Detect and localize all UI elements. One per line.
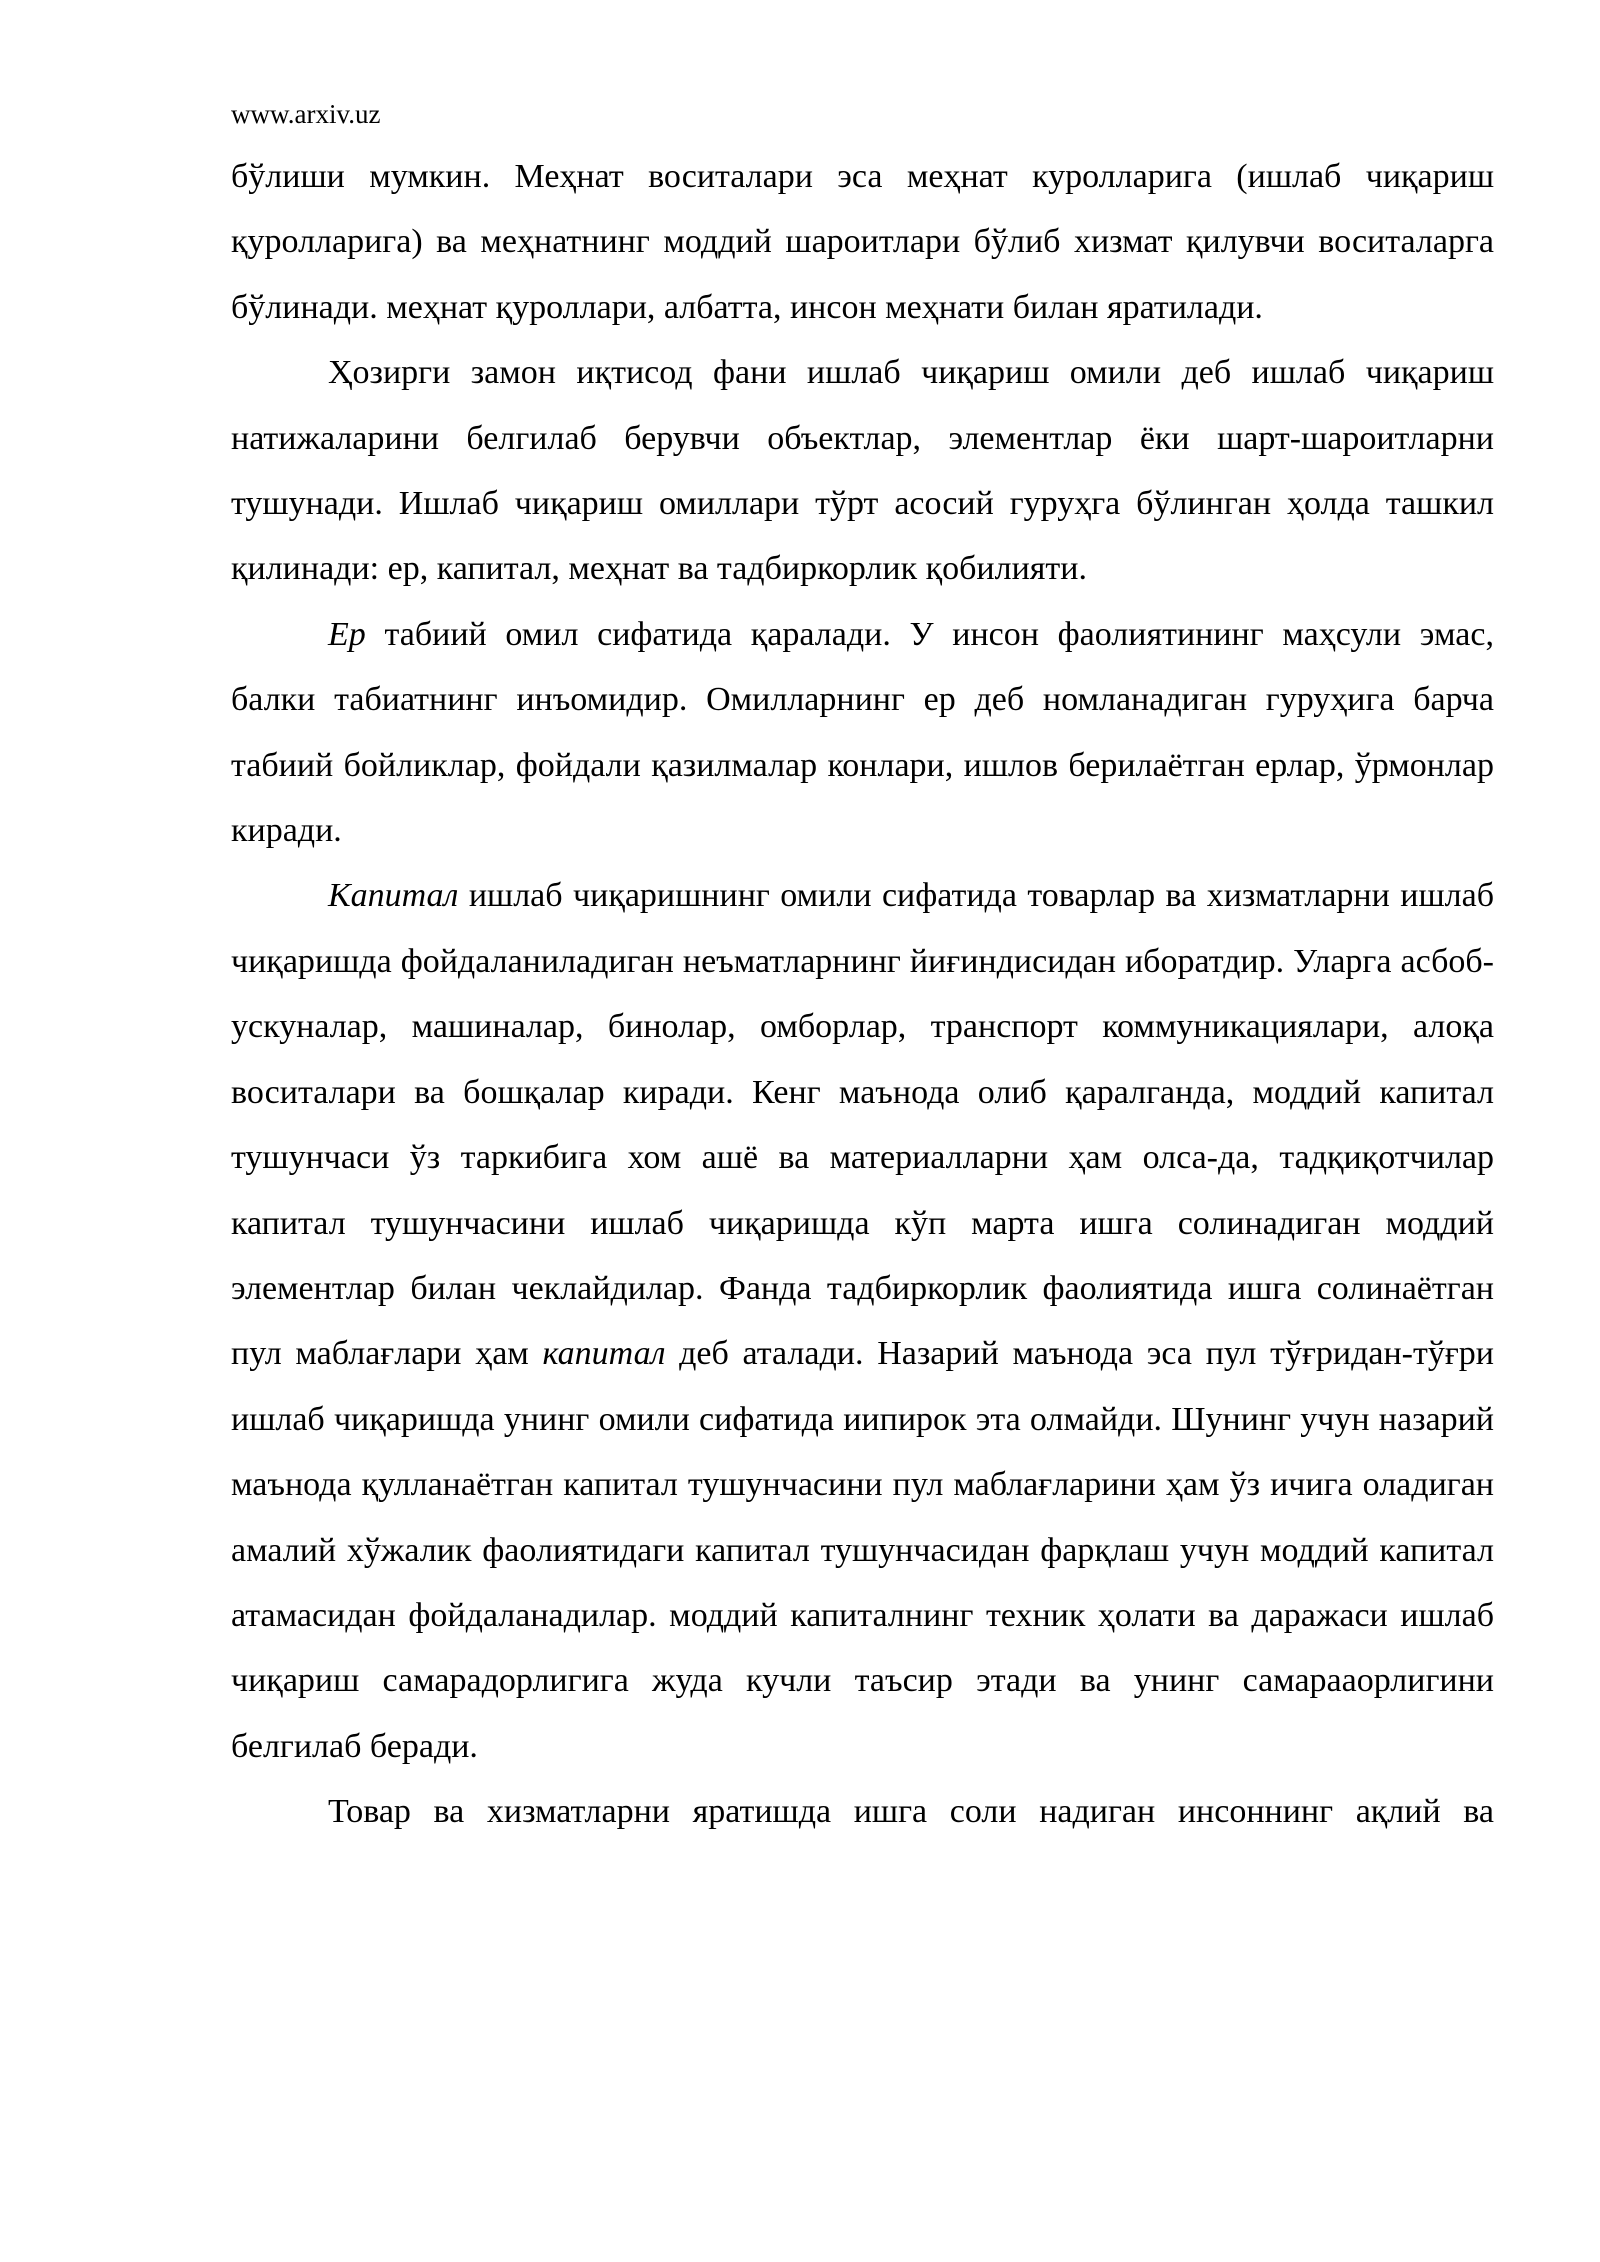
paragraph-capital-text-b: деб аталади. Назарий маънода эса пул тўғридан-тўғри ишлаб чиқаришда унинг омили сифатида иипирок эта олмайди. Шунинг учун назарий маънода қулланаётган капитал тушунчасини пул маблағларини ҳам ўз ичига оладиган амалий хўжалик фаолиятидаги капитал тушунчасидан фарқлаш учун моддий капитал атамасидан фойдаланадилар. моддий капиталнинг техник ҳолати ва даражаси ишлаб чиқариш самарадорлигига жуда кучли таъсир этади ва унинг самарааорлигини белгилаб беради. — [231, 1335, 1494, 1765]
term-capital-inline: капитал — [542, 1335, 666, 1373]
paragraph-factors-of-production: Ҳозирги замон иқтисод фани ишлаб чиқариш омили деб ишлаб чиқариш натижаларини белгилаб берувчи объектлар, элементлар ёки шарт-шароитларни тушунади. Ишлаб чиқариш омиллари тўрт асосий гуруҳга бўлинган ҳолда ташкил қилинади: ер, капитал, меҳнат ва тадбиркорлик қобилияти. — [231, 354, 1494, 588]
term-capital: Капитал — [328, 877, 459, 915]
paragraph-land — [231, 602, 1494, 864]
term-land: Ер — [328, 615, 366, 653]
paragraph-land-text: табиий омил сифатида қаралади. У инсон фаолиятининг маҳсули эмас, балки табиатнинг инъомидир. Омилларнинг ер деб номланадиган гуруҳига барча табиий бойликлар, фойдали қазилмалар конлари, ишлов берилаётган ерлар, ўрмонлар киради. — [231, 615, 1494, 850]
paragraph-capital — [231, 863, 1494, 1779]
paragraph-capital-text-a: ишлаб чиқаришнинг омили сифатида товарлар ва хизматларни ишлаб чиқаришда фойдаланиладиган неъматларнинг йиғиндисидан иборатдир. Уларга асбоб-ускуналар, машиналар, бинолар, омборлар, транспорт коммуникациялари, алоқа воситалари ва бошқалар киради. Кенг маънода олиб қаралганда, моддий капитал тушунчаси ўз таркибига хом ашё ва материалларни ҳам олса-да, тадқиқотчилар капитал тушунчасини ишлаб чиқаришда кўп марта ишга солинадиган моддий элементлар билан чеклайдилар. Фанда тадбиркорлик фаолиятида ишга солинаётган пул маблағлари ҳам — [231, 877, 1494, 1373]
paragraph-means-of-labor: бўлиши мумкин. Меҳнат воситалари эса меҳнат куролларига (ишлаб чиқариш қуролларига) ва меҳнатнинг моддий шароитлари бўлиб хизмат қилувчи воситаларга бўлинади. меҳнат қуроллари, албатта, инсон меҳнати билан яратилади. — [231, 158, 1494, 326]
document-body — [231, 144, 1494, 1845]
paragraph-labor-cut: Товар ва хизматларни яратишда ишга соли надиган инсоннинг ақлий ва — [328, 1793, 1494, 1831]
source-url: www.arxiv.uz — [231, 99, 381, 129]
